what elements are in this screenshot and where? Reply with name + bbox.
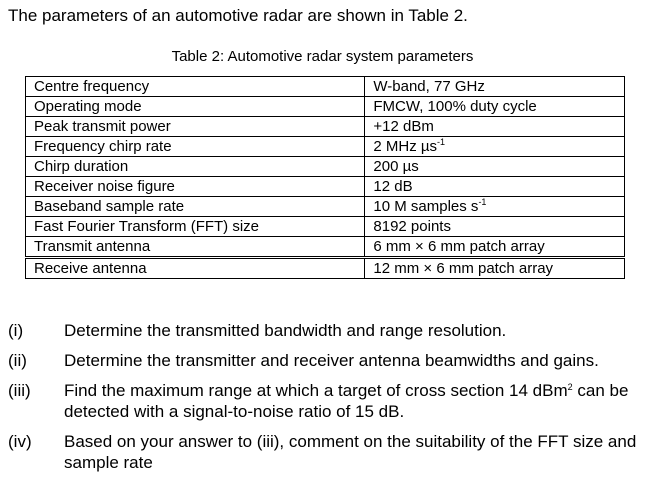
param-value: 6 mm × 6 mm patch array — [365, 237, 625, 258]
table-row — [26, 237, 625, 258]
table-row — [26, 117, 625, 137]
param-value — [365, 197, 625, 217]
question-text — [64, 380, 648, 422]
table-row — [26, 157, 625, 177]
param-name: Fast Fourier Transform (FFT) size — [26, 217, 365, 237]
param-name: Receive antenna — [26, 258, 365, 279]
param-name: Baseband sample rate — [26, 197, 365, 217]
question-number: (iii) — [8, 381, 31, 400]
question-number: (iv) — [8, 432, 32, 451]
table-row — [26, 97, 625, 117]
question-list — [8, 320, 648, 482]
question-item — [8, 380, 648, 422]
question-text: Determine the transmitter and receiver antenna beamwidths and gains. — [64, 351, 599, 370]
param-value: W-band, 77 GHz — [365, 77, 625, 97]
param-value-superscript: -1 — [478, 197, 487, 207]
table-row — [26, 177, 625, 197]
question-text-end: can be detected with a signal-to-noise ratio of 15 dB. — [64, 381, 629, 421]
param-name: Centre frequency — [26, 77, 365, 97]
question-text: Based on your answer to (iii), comment on the suitability of the FFT size and sample rate — [64, 432, 637, 472]
table-row — [26, 258, 625, 279]
intro-text: The parameters of an automotive radar are shown in Table 2. — [8, 6, 468, 25]
question-item — [8, 350, 648, 371]
question-text: Determine the transmitted bandwidth and range resolution. — [64, 321, 507, 340]
param-name: Chirp duration — [26, 157, 365, 177]
question-text-superscript: 2 — [567, 382, 573, 392]
param-value: FMCW, 100% duty cycle — [365, 97, 625, 117]
table-row — [26, 217, 625, 237]
param-value: 8192 points — [365, 217, 625, 237]
param-name: Peak transmit power — [26, 117, 365, 137]
question-number: (ii) — [8, 351, 27, 370]
question-item — [8, 431, 648, 473]
param-value: 200 µs — [365, 157, 625, 177]
table-caption-text: Table 2: Automotive radar system parameters — [171, 48, 474, 65]
param-name: Operating mode — [26, 97, 365, 117]
param-name: Frequency chirp rate — [26, 137, 365, 157]
param-value: 12 dB — [365, 177, 625, 197]
question-number: (i) — [8, 321, 24, 340]
table-caption — [0, 47, 657, 67]
question-item — [8, 320, 648, 341]
question-text-start: Find the maximum range at which a target of cross section 14 dBm — [64, 381, 568, 400]
param-value-text: 10 M samples s — [373, 198, 479, 215]
param-value-superscript: -1 — [437, 137, 446, 147]
param-name: Transmit antenna — [26, 237, 365, 258]
param-value: +12 dBm — [365, 117, 625, 137]
table-row — [26, 77, 625, 97]
table-row — [26, 197, 625, 217]
param-value-text: 2 MHz µs — [373, 138, 438, 155]
parameters-table — [25, 76, 625, 279]
param-name: Receiver noise figure — [26, 177, 365, 197]
table-row — [26, 137, 625, 157]
param-value: 12 mm × 6 mm patch array — [365, 258, 625, 279]
param-value — [365, 137, 625, 157]
